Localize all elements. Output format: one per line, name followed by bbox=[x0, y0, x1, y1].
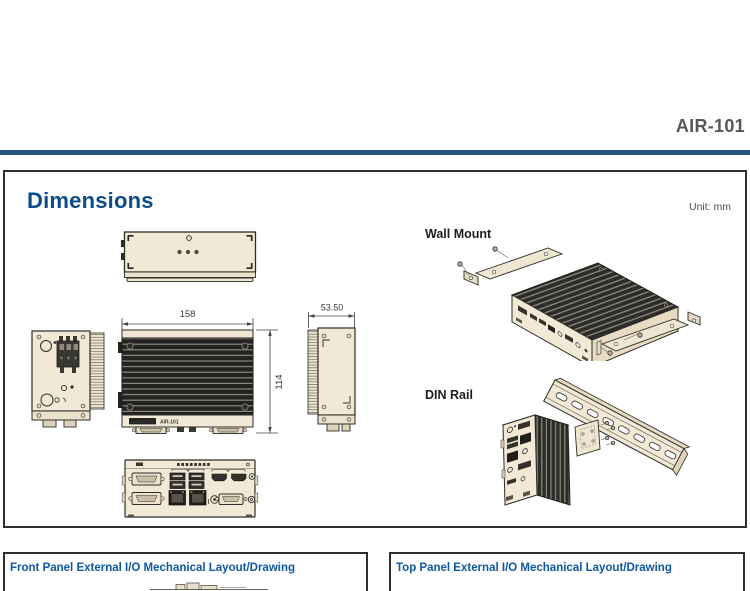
heatsink-fins bbox=[90, 333, 104, 409]
wall-bracket-left bbox=[458, 247, 562, 285]
page-header-model: AIR-101 bbox=[675, 116, 745, 136]
brand-logo-text: ADVANTECH bbox=[130, 420, 155, 424]
front-panel-partial-drawing bbox=[150, 581, 270, 591]
front-panel-title: Front Panel External I/O Mechanical Layout/Drawing bbox=[10, 562, 296, 574]
dim-height-value: 114 bbox=[274, 374, 285, 390]
device-isometric bbox=[512, 263, 678, 361]
screw-icon bbox=[493, 247, 508, 258]
section-title: Dimensions bbox=[27, 188, 154, 213]
mount-holes bbox=[177, 250, 198, 254]
wall-mount-label: Wall Mount bbox=[425, 227, 492, 241]
antenna-connector bbox=[248, 496, 254, 502]
header-rule bbox=[0, 150, 750, 155]
din-rail-label: DIN Rail bbox=[425, 388, 473, 402]
antenna-hole bbox=[41, 394, 53, 406]
bottom-connectors bbox=[132, 427, 246, 434]
dim-width-value: 158 bbox=[179, 309, 196, 320]
din-rail-drawing bbox=[455, 370, 747, 525]
serial-port-2 bbox=[129, 493, 164, 505]
front-panel-io-drawing bbox=[120, 454, 265, 522]
dim-depth bbox=[309, 312, 355, 328]
right-side-view-drawing bbox=[302, 300, 372, 440]
dim-depth-value: 53.50 bbox=[320, 302, 344, 313]
heatsink-fins bbox=[308, 330, 318, 414]
serial-port-3 bbox=[216, 494, 248, 505]
top-view-drawing bbox=[118, 228, 263, 288]
unit-label: Unit: mm bbox=[689, 201, 731, 213]
left-side-view-drawing bbox=[26, 320, 111, 438]
front-view-drawing bbox=[115, 300, 295, 440]
serial-port-1 bbox=[129, 473, 164, 485]
top-panel-section bbox=[389, 552, 745, 591]
wall-mount-drawing bbox=[450, 243, 740, 361]
device-model-text: AIR-101 bbox=[160, 419, 179, 426]
device-isometric-vertical bbox=[501, 415, 570, 505]
screw-icon bbox=[458, 262, 469, 275]
heatsink-fins bbox=[122, 338, 253, 415]
power-button bbox=[41, 341, 52, 352]
top-panel-title: Top Panel External I/O Mechanical Layout/Drawing bbox=[396, 562, 672, 574]
